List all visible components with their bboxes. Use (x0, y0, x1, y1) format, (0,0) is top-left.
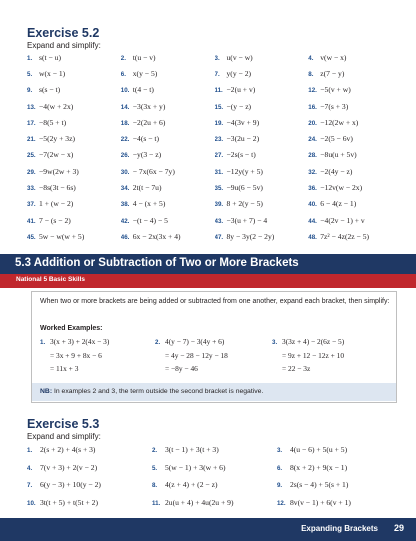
question-expression: −12(2w + x) (320, 117, 359, 127)
question-number: 48. (308, 233, 317, 241)
nb-note (32, 383, 396, 401)
question-row (27, 228, 402, 244)
question (121, 134, 215, 143)
question-expression: −9u(6 − 5v) (226, 183, 263, 193)
question-number: 1. (27, 54, 33, 62)
question (215, 183, 309, 192)
question-expression: w(x − 1) (39, 68, 66, 78)
worked-example-step: 4(y − 7) − 3(4y + 6) (165, 337, 225, 346)
worked-example-step: = −8y − 46 (165, 364, 198, 374)
question-number: 10. (120, 87, 130, 95)
question (121, 150, 215, 159)
question (215, 85, 309, 94)
question-number: 7. (27, 482, 33, 490)
question-number: 24. (308, 136, 317, 144)
question (215, 134, 309, 143)
question-number: 5. (27, 70, 33, 78)
worked-examples-title: Worked Examples: (40, 325, 103, 332)
question (27, 53, 121, 62)
question-expression: 5(w − 1) + 3(w + 6) (164, 462, 226, 472)
question-expression: −4(s − t) (132, 134, 160, 144)
question (27, 199, 121, 208)
worked-example-line (272, 364, 344, 378)
question-expression: x(y − 5) (132, 68, 158, 78)
section-subheader (0, 274, 416, 288)
worked-example-step: 3(x + 3) + 2(4x − 3) (50, 337, 110, 346)
question-expression: −2s(s − t) (226, 150, 256, 160)
question (308, 183, 402, 192)
question-number: 18. (120, 119, 130, 127)
question-number: 46. (120, 233, 130, 241)
question-expression: 3(t − 1) + 3(t + 3) (164, 445, 219, 455)
question-number: 6. (276, 464, 283, 472)
question-row (27, 147, 402, 163)
worked-example-number: 1. (40, 339, 46, 346)
question (27, 183, 121, 192)
question (215, 118, 309, 127)
question-number: 12. (308, 87, 317, 95)
question (308, 199, 402, 208)
exercise-5-2-title: Exercise 5.2 (27, 26, 100, 40)
question-expression: y(y − 2) (226, 68, 252, 78)
question-row (27, 49, 402, 65)
question-number: 29. (27, 168, 36, 176)
question (308, 216, 402, 225)
question (27, 118, 121, 127)
worked-example (40, 337, 109, 378)
question-number: 41. (27, 217, 36, 225)
question-expression: −y(3 − z) (132, 150, 162, 160)
question-row (27, 476, 402, 494)
question-expression: −8u(u + 5v) (320, 150, 357, 160)
question-number: 22. (120, 136, 130, 144)
question-number: 43. (214, 217, 224, 225)
question (308, 53, 402, 62)
worked-example (272, 337, 344, 378)
question-number: 4. (308, 54, 314, 62)
worked-example-line (155, 364, 228, 378)
question-number: 37. (27, 201, 36, 209)
question-expression: 1 + (w − 2) (39, 199, 74, 209)
question (27, 134, 121, 143)
question-expression: 4 − (x + 5) (132, 199, 166, 209)
question-expression: v(w − x) (320, 52, 347, 62)
question (277, 498, 402, 507)
question-number: 23. (214, 136, 224, 144)
question-expression: −4(w + 2x) (39, 101, 74, 111)
question-expression: 7z² − 4z(2z − 5) (320, 231, 370, 241)
question-number: 33. (27, 185, 36, 193)
worked-example-number: 3. (272, 339, 278, 346)
question-number: 40. (308, 201, 317, 209)
question-expression: 7 − (s − 2) (39, 215, 71, 225)
question-expression: −3(2u − 2) (226, 134, 260, 144)
question-expression: −8s(3t − 6s) (39, 183, 76, 193)
footer-chapter-title: Expanding Brackets (301, 524, 378, 533)
question-number: 31. (214, 168, 224, 176)
question-number: 9. (27, 87, 33, 95)
question-expression: 7(v + 3) + 2(v − 2) (40, 462, 98, 472)
worked-example-step: = 9z + 12 − 12z + 10 (282, 350, 345, 360)
question-row (27, 212, 402, 228)
question-number: 3. (214, 54, 220, 62)
question-expression: − 7x(6x − 7y) (132, 166, 175, 176)
question-number: 13. (27, 103, 36, 111)
question (27, 480, 152, 489)
question (27, 216, 121, 225)
question (308, 150, 402, 159)
exercise-5-3-grid (27, 441, 402, 511)
question-row (27, 163, 402, 179)
question-expression: t(u − v) (132, 52, 156, 62)
worked-example-line (272, 351, 344, 365)
exercise-5-3-title: Exercise 5.3 (27, 417, 100, 431)
question-number: 11. (151, 499, 161, 507)
question-number: 42. (120, 217, 130, 225)
question-row (27, 494, 402, 512)
question (121, 85, 215, 94)
question-row (27, 441, 402, 459)
worked-example-step: = 3x + 9 + 8x − 6 (50, 350, 102, 360)
question-expression: 4(z + 4) + (2 − z) (164, 480, 218, 490)
question-number: 9. (276, 482, 283, 490)
question-number: 45. (27, 233, 36, 241)
question-number: 7. (214, 70, 220, 78)
question (121, 69, 215, 78)
question-expression: 2(s + 2) + 4(s + 3) (40, 445, 96, 455)
worked-example-step: 3(3z + 4) − 2(6z − 5) (282, 337, 345, 346)
question (215, 150, 309, 159)
worked-example-step: = 4y − 28 − 12y − 18 (165, 350, 228, 360)
question-expression: −12y(y + 5) (226, 166, 263, 176)
question (215, 199, 309, 208)
question-number: 39. (214, 201, 224, 209)
question-number: 17. (27, 119, 36, 127)
question-number: 1. (27, 447, 33, 455)
section-subtitle: National 5 Basic Skills (16, 276, 86, 283)
question-expression: 8y − 3y(2 − 2y) (226, 231, 275, 241)
worked-example-line (40, 364, 109, 378)
exercise-5-3-instruction: Expand and simplify: (27, 432, 101, 441)
question-number: 6. (120, 70, 126, 78)
question-expression: 6 − 4(z − 1) (320, 199, 357, 209)
question-number: 12. (276, 499, 286, 507)
question (27, 232, 121, 241)
question-expression: −5(v + w) (320, 85, 351, 95)
question (27, 167, 121, 176)
question-number: 16. (308, 103, 317, 111)
question (308, 118, 402, 127)
question (152, 445, 277, 454)
worked-example-step: = 22 − 3z (282, 364, 311, 374)
question-number: 21. (27, 136, 36, 144)
question (308, 102, 402, 111)
question-expression: 8v(v − 1) + 6(v + 1) (289, 497, 351, 507)
question-number: 5. (151, 464, 158, 472)
question-expression: −3(3x + y) (132, 101, 166, 111)
worked-example-step: = 11x + 3 (50, 364, 79, 374)
question-number: 2. (120, 54, 126, 62)
nb-label: NB: (40, 388, 53, 395)
worked-example-line (155, 351, 228, 365)
question (215, 167, 309, 176)
question-expression: s(t − u) (39, 52, 61, 62)
question (215, 232, 309, 241)
question-number: 15. (214, 103, 224, 111)
question (277, 445, 402, 454)
question-number: 2. (151, 447, 158, 455)
exercise-5-2-grid (27, 49, 402, 245)
question-number: 8. (308, 70, 314, 78)
question-expression: z(7 − y) (320, 68, 345, 78)
question-row (27, 459, 402, 477)
question-number: 11. (214, 87, 223, 95)
intro-text: When two or more brackets are being added or subtracted from one another, expand each bracket, then simplify: (40, 298, 390, 305)
question-expression: 4(u − 6) + 5(u + 5) (289, 445, 348, 455)
question (152, 463, 277, 472)
question-row (27, 114, 402, 130)
question (121, 102, 215, 111)
question-expression: −(y − z) (226, 101, 252, 111)
question (152, 480, 277, 489)
question-expression: −(t − 4) − 5 (132, 215, 168, 225)
question-number: 30. (120, 168, 130, 176)
question (215, 102, 309, 111)
question-expression: −2(4y − z) (320, 166, 353, 176)
question-expression: −7(s + 3) (320, 101, 349, 111)
question-number: 35. (214, 185, 224, 193)
question-expression: 5w − w(w + 5) (39, 231, 85, 241)
question (215, 216, 309, 225)
question-expression: s(s − t) (39, 85, 61, 95)
question-number: 28. (308, 152, 317, 160)
section-title: 5.3 Addition or Subtraction of Two or More Brackets (15, 257, 299, 269)
question-number: 44. (308, 217, 317, 225)
question-row (27, 65, 402, 81)
question-expression: 6x − 2x(3x + 4) (132, 231, 181, 241)
question-expression: −8(5 + t) (39, 117, 67, 127)
question-expression: −2(u + v) (226, 85, 256, 95)
question-number: 14. (120, 103, 130, 111)
question-number: 4. (27, 464, 33, 472)
question (27, 150, 121, 159)
worked-example-number: 2. (155, 339, 161, 346)
question-expression: 3t(t + 5) + t(5t + 2) (40, 497, 98, 507)
question (27, 69, 121, 78)
question-number: 3. (276, 447, 283, 455)
question (121, 118, 215, 127)
worked-example-line (272, 337, 344, 351)
question-expression: −12v(w − 2x) (320, 183, 363, 193)
question-row (27, 98, 402, 114)
question-number: 8. (151, 482, 158, 490)
exercise-5-2-instruction: Expand and simplify: (27, 41, 101, 50)
question-expression: −3(u + 7) − 4 (226, 215, 268, 225)
question (215, 69, 309, 78)
question (308, 69, 402, 78)
question-row (27, 179, 402, 195)
question-expression: t(4 − t) (132, 85, 154, 95)
question (308, 134, 402, 143)
question (121, 167, 215, 176)
question-number: 26. (120, 152, 130, 160)
question-number: 25. (27, 152, 36, 160)
question-expression: u(v − w) (226, 52, 253, 62)
question-expression: −5(2y + 3z) (39, 134, 75, 144)
question (308, 232, 402, 241)
question (277, 463, 402, 472)
worked-example-line (155, 337, 228, 351)
question (215, 53, 309, 62)
question-expression: 6(y − 3) + 10(y − 2) (40, 480, 101, 490)
footer-bar (0, 518, 416, 541)
question-expression: −4(3v + 9) (226, 117, 260, 127)
question-number: 10. (27, 499, 36, 507)
question-expression: −2(5 − 6v) (320, 134, 353, 144)
question-expression: −9w(2w + 3) (39, 166, 79, 176)
question (121, 53, 215, 62)
question-expression: −2(2u + 6) (132, 117, 166, 127)
worked-example-line (40, 337, 109, 351)
question (308, 85, 402, 94)
question-number: 19. (214, 119, 224, 127)
question-number: 38. (120, 201, 130, 209)
question (27, 85, 121, 94)
question (27, 102, 121, 111)
question-number: 20. (308, 119, 317, 127)
question (121, 232, 215, 241)
question (121, 216, 215, 225)
question-row (27, 130, 402, 146)
question (308, 167, 402, 176)
question-number: 47. (214, 233, 224, 241)
question-expression: −4(2v − 1) + v (320, 215, 365, 225)
question-row (27, 196, 402, 212)
question-number: 36. (308, 185, 317, 193)
question-expression: 8(x + 2) + 9(x − 1) (289, 462, 348, 472)
question (27, 498, 152, 507)
question (27, 445, 152, 454)
worked-example-line (40, 351, 109, 365)
nb-text: In examples 2 and 3, the term outside the second bracket is negative. (52, 388, 264, 395)
question-number: 34. (120, 185, 130, 193)
question-number: 32. (308, 168, 317, 176)
worked-examples-box (31, 291, 397, 403)
question-number: 27. (214, 152, 224, 160)
question (277, 480, 402, 489)
page-number: 29 (393, 523, 404, 533)
question-row (27, 82, 402, 98)
question-expression: −7(2w − x) (39, 150, 74, 160)
worked-example (155, 337, 228, 378)
question (27, 463, 152, 472)
question (121, 199, 215, 208)
question (152, 498, 277, 507)
section-header (0, 254, 416, 274)
question-expression: 8 + 2(y − 5) (226, 199, 263, 209)
question-expression: 2t(t − 7u) (132, 183, 162, 193)
question-expression: 2u(u + 4) + 4u(2u + 9) (164, 497, 234, 507)
question-expression: 2s(s − 4) + 5(s + 1) (289, 480, 349, 490)
question (121, 183, 215, 192)
